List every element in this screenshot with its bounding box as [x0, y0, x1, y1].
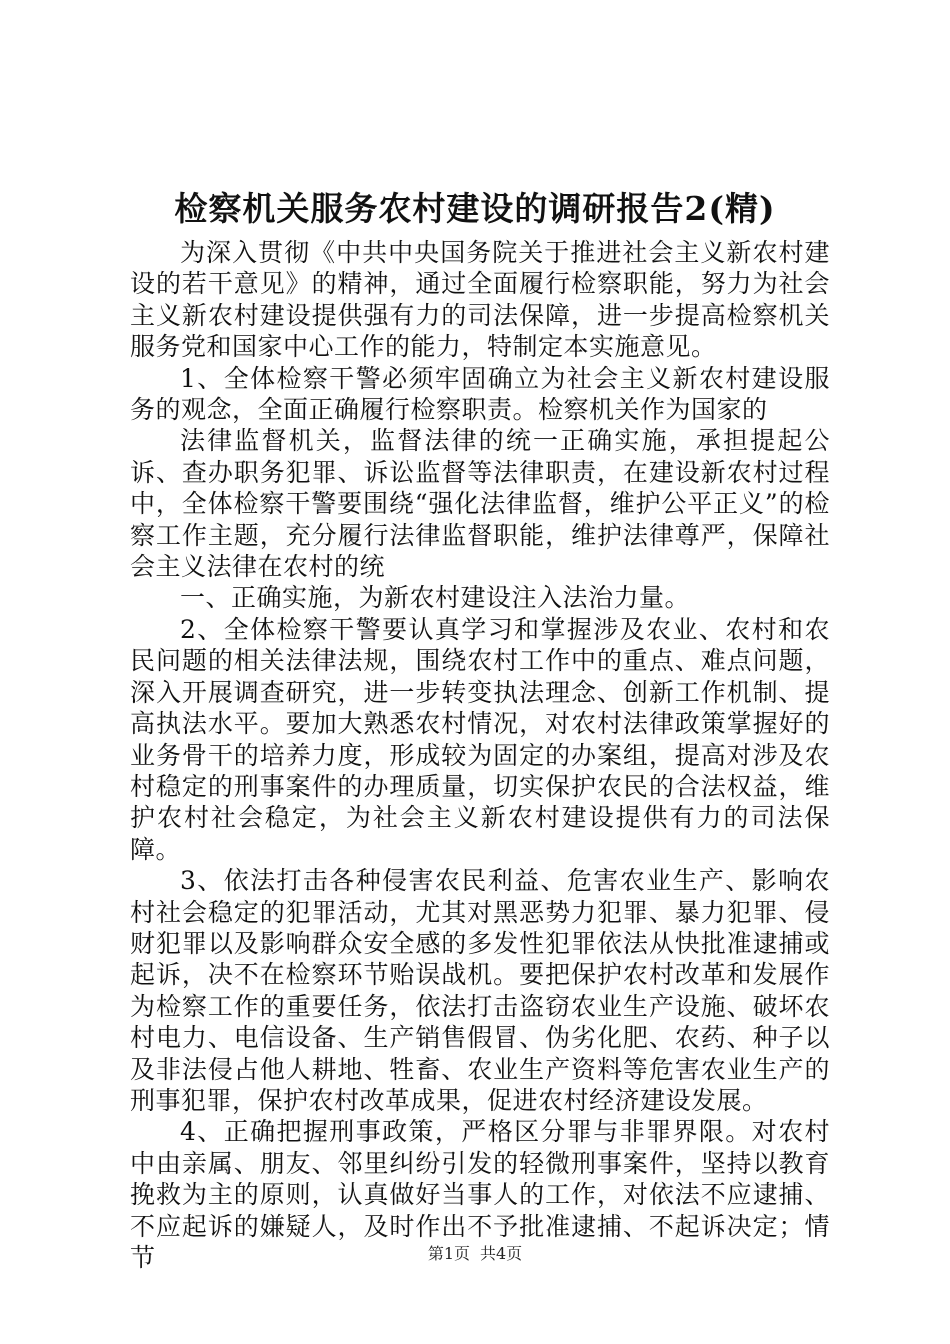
- paragraph-intro: 为深入贯彻《中共中央国务院关于推进社会主义新农村建设的若干意见》的精神，通过全面履行检察职能，努力为社会主义新农村建设提供强有力的司法保障，进一步提高检察机关服务党和国家中心工作的能力，特制定本实施意见。: [130, 238, 830, 362]
- document-body: [130, 237, 830, 1273]
- page-number-total: 共4页: [480, 1244, 523, 1263]
- paragraph-section-1: 一、正确实施，为新农村建设注入法治力量。: [180, 583, 691, 613]
- paragraph-item-2: 2、全体检察干警要认真学习和掌握涉及农业、农村和农民问题的相关法律法规，围绕农村工作中的重点、难点问题，深入开展调查研究，进一步转变执法理念、创新工作机制、提高执法水平。要加大熟悉农村情况，对农村法律政策掌握好的业务骨干的培养力度，形成较为固定的办案组，提高对涉及农村稳定的刑事案件的办理质量，切实保护农民的合法权益，维护农村社会稳定，为社会主义新农村建设提供有力的司法保障。: [130, 614, 830, 864]
- paragraph-item-3: 3、依法打击各种侵害农民利益、危害农业生产、影响农村社会稳定的犯罪活动，尤其对黑恶势力犯罪、暴力犯罪、侵财犯罪以及影响群众安全感的多发性犯罪依法从快批准逮捕或起诉，决不在检察环节贻误战机。要把保护农村改革和发展作为检察工作的重要任务，依法打击盗窃农业生产设施、破坏农村电力、电信设备、生产销售假冒、伪劣化肥、农药、种子以及非法侵占他人耕地、牲畜、农业生产资料等危害农业生产的刑事犯罪，保护农村改革成果，促进农村经济建设发展。: [130, 866, 830, 1115]
- page-number-current: 第1页: [427, 1244, 470, 1263]
- page-footer: [0, 1243, 950, 1265]
- document-title: 检察机关服务农村建设的调研报告2(精): [174, 189, 776, 228]
- paragraph-item-4: 4、正确把握刑事政策，严格区分罪与非罪界限。对农村中由亲属、朋友、邻里纠纷引发的轻微刑事案件，坚持以教育挽救为主的原则，认真做好当事人的工作，对依法不应逮捕、不应起诉的嫌疑人，及时作出不予批准逮捕、不起诉决定；情节: [130, 1117, 830, 1272]
- paragraph-item-1-continued: 法律监督机关，监督法律的统一正确实施，承担提起公诉、查办职务犯罪、诉讼监督等法律职责，在建设新农村过程中，全体检察干警要围绕“强化法律监督，维护公平正义”的检察工作主题，充分履行法律监督职能，维护法律尊严，保障社会主义法律在农村的统: [130, 426, 830, 582]
- paragraph-item-1: 1、全体检察干警必须牢固确立为社会主义新农村建设服务的观念，全面正确履行检察职责。检察机关作为国家的: [130, 363, 830, 425]
